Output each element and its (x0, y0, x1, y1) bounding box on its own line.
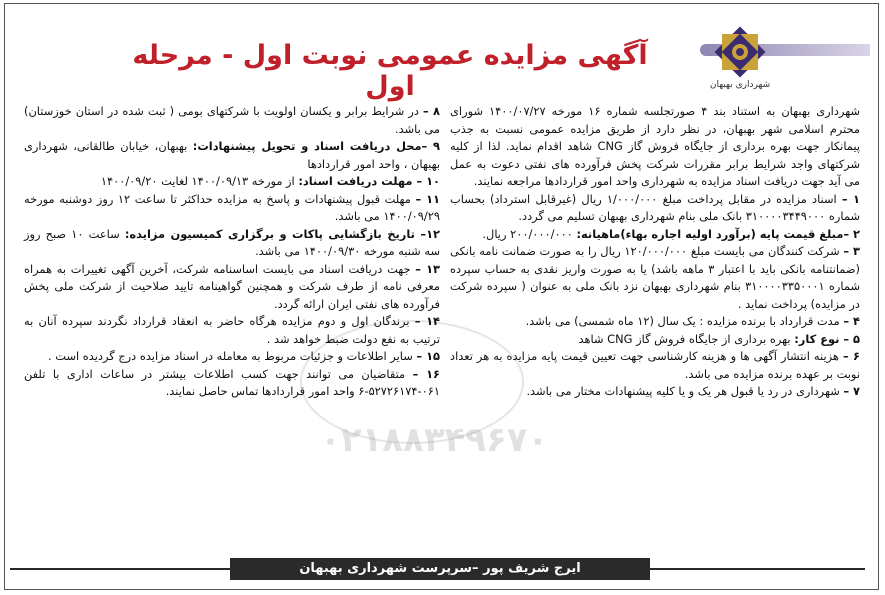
clause-text: از مورخه ۱۴۰۰/۰۹/۱۳ لغایت ۱۴۰۰/۰۹/۲۰ (100, 174, 295, 188)
page-title: آگهی مزایده عمومی نوبت اول - مرحله اول (132, 40, 648, 102)
clause-lead: ۳ – (843, 244, 860, 258)
left-column (24, 103, 440, 401)
clause-left_column-7 (24, 348, 440, 366)
clause-left_column-2 (24, 173, 440, 191)
clause-right_column-5 (450, 331, 860, 349)
clause-text: شهرداری بهبهان به استناد بند ۴ صورتجلسه شماره ۱۶ مورخه ۱۴۰۰/۰۷/۲۷ شورای محترم اسلامی شهر بهبهان، در نظر دارد از طریق مزایده عمومی نسبت به جذب پیمانکار جهت بهره برداری از جایگاه فروش گاز CNG شاهد اقدام نماید. لذا از کلیه شرکتهای واجد شرایط برابر مقررات شرکت پخش فرآورده های نفتی دعوت به عمل می آید جهت دریافت اسناد مزایده به شهرداری واحد امور قراردادها مراجعه نمایند. (450, 104, 860, 188)
clause-lead: ۵ – نوع کار: (794, 331, 860, 346)
clause-text: ۲۰۰/۰۰۰/۰۰۰ ریال. (482, 226, 573, 241)
clause-left_column-0 (24, 103, 440, 138)
footer-signature: ایرج شریف پور –سرپرست شهرداری بهبهان (230, 558, 650, 580)
clause-right_column-0 (450, 103, 860, 191)
clause-lead: ۲ –مبلغ قیمت پایه (برآورد اولیه اجاره بهاء)ماهیانه: (576, 226, 860, 241)
clause-left_column-5 (24, 261, 440, 314)
clause-lead: ۱ – (841, 191, 860, 206)
clause-left_column-3 (24, 191, 440, 226)
clause-text: شرکت کنندگان می بایست مبلغ ۱۲۰/۰۰۰/۰۰۰ ریال را به صورت ضمانت نامه بانکی (ضمانتنامه بانکی باید با اعتبار ۳ ماهه باشد) یا به صورت واریز نقدی به حساب سپرده شماره ۳۱۰۰۰۰۳۳۵۰۰۰۱ بنام شهرداری بهبهان نزد بانک ملی به عنوان ( سپرده شرکت در مزایده) پرداخت نماید . (450, 244, 860, 311)
clause-lead: ۱۴ – (414, 314, 440, 328)
clause-lead: ۱۳ – (415, 261, 440, 276)
clause-lead: ۶ – (842, 349, 860, 363)
clause-text: مدت قرارداد با برنده مزایده : یک سال (۱۲ ماه شمسی) می باشد. (525, 314, 840, 328)
clause-right_column-7 (450, 383, 860, 401)
clause-text: بهره برداری از جایگاه فروش گاز CNG شاهد (578, 331, 791, 346)
right-column (450, 103, 860, 401)
clause-left_column-8 (24, 366, 440, 401)
clause-lead: ۹ –محل دریافت اسناد و تحویل پیشنهادات: (192, 139, 440, 153)
watermark-number: ۰۲۱۸۸۳۴۹۶۷۰ (320, 420, 549, 460)
clause-lead: ۷ – (843, 384, 860, 398)
clause-lead: ۱۱ – (415, 191, 440, 206)
clause-lead: ۱۵ – (416, 349, 440, 363)
header (0, 0, 875, 110)
clause-lead: ۱۶ – (412, 366, 440, 381)
clause-lead: ۴ – (843, 314, 860, 328)
clause-right_column-1 (450, 191, 860, 226)
clause-text: اسناد مزایده در مقابل پرداخت مبلغ ۱/۰۰۰/۰۰۰ ریال (غیرقابل استرداد) بحساب شماره ۳۱۰۰۰۰۳۴۴۹۰۰۰ بانک ملی بنام شهرداری بهبهان تسلیم می گردد. (450, 191, 860, 223)
clause-right_column-6 (450, 348, 860, 383)
clause-text: برندگان اول و دوم مزایده هرگاه حاضر به انعقاد قرارداد نگردند سپرده آنان به ترتیب به نفع دولت ضبط خواهد شد . (24, 314, 440, 346)
clause-text: در شرایط برابر و یکسان اولویت با شرکتهای بومی ( ثبت شده در استان خوزستان) می باشد. (24, 104, 440, 136)
clause-text: جهت دریافت اسناد می بایست اساسنامه شرکت، آخرین آگهی تغییرات به همراه معرفی نامه از طرف شرکت و همچنین گواهینامه تایید صلاحیت از شرکت ملی پخش فرآورده های نفتی ایران ارائه گردد. (24, 261, 440, 311)
clause-text: بهبهان، خیابان طالقانی، شهرداری بهبهان ، واحد امور قراردادها (24, 139, 440, 171)
clause-text: ساعت ۱۰ صبح روز سه شنبه مورخه ۱۴۰۰/۰۹/۳۰ می باشد. (24, 226, 440, 258)
clause-left_column-6 (24, 313, 440, 348)
clause-right_column-3 (450, 243, 860, 313)
clause-lead: ۱۲– تاریخ بازگشایی پاکات و برگزاری کمیسیون مزایده: (124, 226, 441, 241)
clause-text: هزینه انتشار آگهی ها و هزینه کارشناسی جهت تعیین قیمت پایه مزایده به هر تعداد نوبت بر عهده برنده مزایده می باشد. (450, 349, 860, 381)
clause-right_column-4 (450, 313, 860, 331)
clause-text: متقاضیان می توانند جهت کسب اطلاعات بیشتر در ساعات اداری با تلفن ۰۶۱-۵۲۷۲۶۱۷۴-۶ واحد امور قراردادها تماس حاصل نمایند. (24, 366, 440, 398)
clause-lead: ۱۰ – مهلت دریافت اسناد: (298, 174, 440, 188)
clause-text: شهرداری در رد یا قبول هر یک و یا کلیه پیشنهادات مختار می باشد. (526, 384, 840, 398)
clause-left_column-4 (24, 226, 440, 261)
clause-left_column-1 (24, 138, 440, 173)
clause-right_column-2 (450, 226, 860, 244)
logo-caption: شهرداری بهبهان (709, 80, 771, 90)
clause-lead: ۸ – (422, 104, 440, 118)
clause-text: سایر اطلاعات و جزئیات مربوط به معامله در اسناد مزایده درج گردیده است . (48, 349, 413, 363)
clause-text: مهلت قبول پیشنهادات و پاسخ به مزایده حداکثر تا ساعت ۱۲ روز دوشنبه مورخه ۱۴۰۰/۰۹/۲۹ می باشد. (24, 191, 440, 223)
